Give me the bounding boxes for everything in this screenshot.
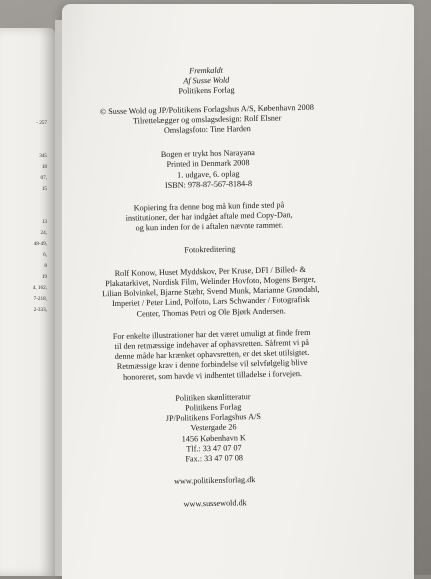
publisher-name: Politikens Forlag	[178, 85, 235, 96]
left-book-page	[0, 28, 55, 576]
left-line: 6,	[43, 252, 47, 258]
design-credit: Tilrettelægger og omslagsdesign: Rolf Elsner	[132, 113, 282, 126]
rights-notice-line: For enkelte illustrationer har det været umuligt at finde frem	[112, 327, 311, 341]
print-info-line: Printed in Denmark 2008	[166, 158, 250, 170]
book-title: Fremkaldt	[189, 65, 224, 76]
phone-line: Tlf.: 33 47 07 07	[186, 443, 242, 454]
left-line	[33, 129, 47, 140]
book-author: Af Susse Wold	[183, 75, 230, 86]
left-page-index-fragment	[33, 118, 47, 316]
photo-credits-heading: Fotokreditering	[184, 244, 236, 255]
colophon-text	[66, 63, 355, 511]
copy-notice-line: Kopiering fra denne bog må kun finde sted på	[133, 200, 285, 213]
left-line: 7-218,	[33, 296, 47, 302]
photo-credit-line: Plakatarkivet, Nordisk Film, Welinder Hovfoto, Mogens Berger,	[105, 274, 316, 289]
photo-credit-line: Center, Thomas Petri og Ole Bjørk Andersen.	[136, 306, 286, 319]
left-line: 48-49,	[33, 241, 47, 247]
isbn-line: ISBN: 978-87-567-8184-8	[164, 178, 253, 190]
address-line: Politiken skønlitteratur	[175, 392, 251, 403]
address-line: JP/Politikens Forlagshus A/S	[165, 412, 261, 424]
left-line: 2-333,	[33, 307, 47, 313]
rights-notice-line: denne måde har krænket ophavsretten, er det sket utilsigtet.	[114, 348, 310, 362]
print-info-line: Bogen er trykt hos Narayana	[160, 148, 255, 160]
left-line: 18	[41, 164, 47, 170]
print-info-line: 1. udgave, 6. oplag	[177, 168, 240, 180]
copy-notice-line: og kun inden for de i aftalen nævnte rammer.	[135, 220, 284, 233]
author-website: www.sussewold.dk	[183, 497, 247, 509]
rights-notice-line: til den retmæssige indehaver af ophavsretten. Såfremt vi på	[114, 337, 310, 352]
copyright-line: © Susse Wold og JP/Politikens Forlagshus A/S, København 2008	[99, 102, 314, 116]
photo-credit-line: Imperiet / Peter Lind, Polfoto, Lars Schwander / Fotografisk	[111, 295, 310, 309]
left-line	[33, 206, 47, 217]
address-line: Politikens Forlag	[184, 402, 242, 413]
left-line: 07,	[40, 175, 47, 181]
left-line: 345	[39, 153, 47, 159]
photo-credit-line: Lilian Bolvinkel, Bjarne Stæhr, Svend Munk, Marianne Grøndahl,	[102, 284, 320, 299]
left-line: 13	[41, 219, 47, 225]
left-line: - 257	[36, 120, 47, 126]
cover-photo-credit: Omslagsfoto: Tine Harden	[163, 124, 251, 135]
left-line	[33, 195, 47, 206]
publisher-website: www.politikensforlag.dk	[173, 475, 256, 487]
fax-line: Fax.: 33 47 07 08	[185, 453, 244, 464]
address-line: 1456 København K	[181, 432, 246, 444]
left-line: 4, 162,	[32, 285, 47, 291]
address-line: Vestergade 26	[190, 422, 237, 433]
rights-notice-line: Retmæssige krav i denne forbindelse vil selvfølgelig blive	[116, 358, 308, 372]
copy-notice-line: institutioner, der har indgået aftale med Copy-Dan,	[125, 210, 293, 223]
left-line: 8	[44, 263, 47, 269]
left-line	[33, 140, 47, 151]
left-line: 24,	[40, 230, 47, 236]
rights-notice-line: honoreret, som havde vi indhentet tilladelse i forvejen.	[122, 368, 303, 382]
left-line: 19	[41, 274, 47, 280]
photo-credit-line: Rolf Konow, Huset Myddskov, Per Kruse, DFI / Billed- &	[114, 264, 307, 278]
left-line: 15	[41, 186, 47, 192]
